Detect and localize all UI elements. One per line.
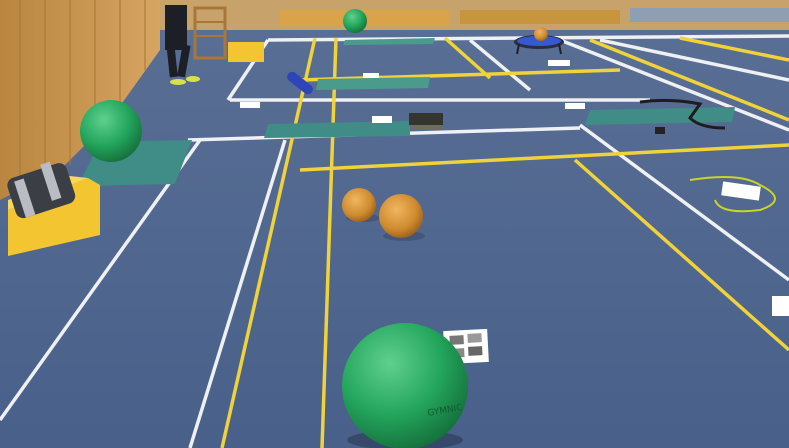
step-board	[409, 113, 443, 130]
person	[165, 5, 187, 50]
mat-upper	[316, 77, 430, 90]
foam-block-small	[228, 42, 264, 62]
ball-brand-text: GYMNIC	[426, 402, 464, 419]
medicine-ball-far	[534, 27, 548, 41]
mat-right	[585, 107, 735, 125]
back-wall-window	[630, 8, 789, 22]
floor-sign	[772, 296, 789, 316]
gym-ball-front	[342, 323, 468, 448]
medicine-ball	[379, 194, 423, 238]
floor-sign	[565, 103, 585, 109]
floor-sign	[240, 102, 260, 108]
medicine-ball	[342, 188, 376, 222]
gym-ball-left	[80, 100, 142, 162]
floor-sign	[548, 60, 570, 66]
floor-sign	[372, 116, 392, 123]
dumbbell	[655, 127, 665, 134]
floor-sign	[363, 73, 379, 78]
back-wall-bench-right	[460, 10, 620, 24]
gym-ball-back	[343, 9, 367, 33]
